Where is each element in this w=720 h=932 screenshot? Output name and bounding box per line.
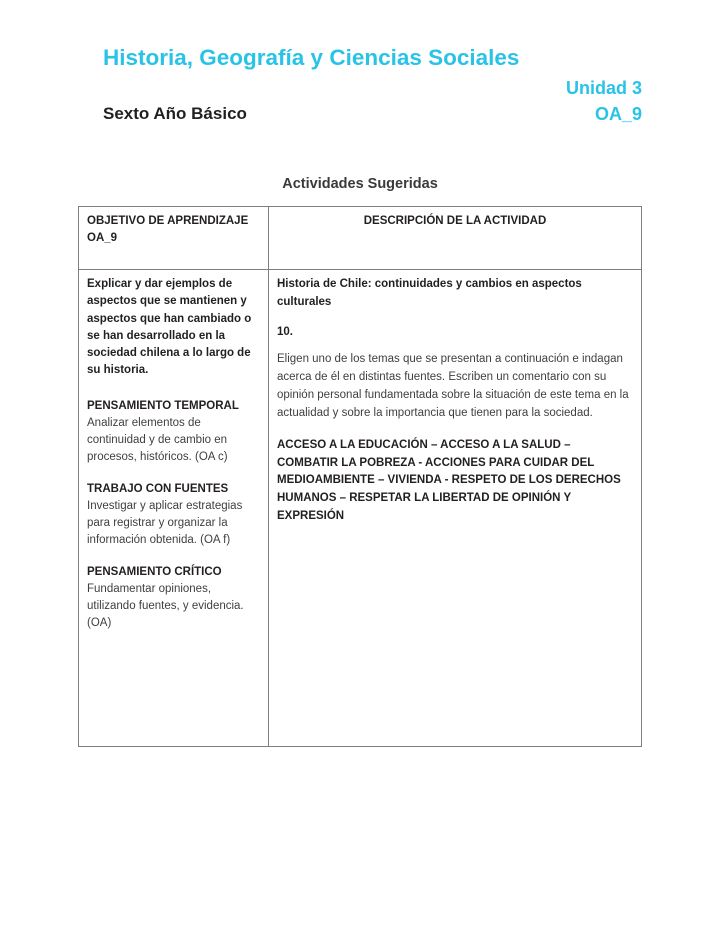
skill-description: Fundamentar opiniones, utilizando fuentes, y evidencia. (OA) (87, 582, 244, 630)
table-header-row (79, 207, 642, 270)
skill-source-work (87, 481, 260, 550)
objective-cell (79, 270, 269, 747)
skill-temporal-thinking (87, 398, 260, 467)
activity-topics: ACCESO A LA EDUCACIÓN – ACCESO A LA SALUD – COMBATIR LA POBREZA - ACCIONES PARA CUIDAR DEL MEDIOAMBIENTE – VIVIENDA - RESPETO DE LOS DERECHOS HUMANOS – RESPETAR LA LIBERTAD DE OPINIÓN Y EXPRESIÓN (277, 438, 621, 522)
oa-statement: Explicar y dar ejemplos de aspectos que se mantienen y aspectos que han cambiado o se han desarrollado en la sociedad chilena a lo largo de su historia. (87, 278, 252, 377)
document-header (78, 40, 642, 136)
skill-description: Analizar elementos de continuidad y de cambio en procesos, históricos. (OA c) (87, 416, 228, 464)
table-row (79, 270, 642, 747)
unit-label: Unidad 3 (565, 78, 642, 98)
skill-label: PENSAMIENTO CRÍTICO (87, 565, 222, 578)
column-header-objective: OBJETIVO DE APRENDIZAJE OA_9 (79, 207, 269, 270)
subject-title: Historia, Geografía y Ciencias Sociales (103, 45, 520, 70)
skill-critical-thinking (87, 564, 260, 633)
section-title: Actividades Sugeridas (282, 176, 438, 192)
skill-description: Investigar y aplicar estrategias para registrar y organizar la información obtenida. (OA f) (87, 499, 243, 547)
grade-level: Sexto Año Básico (103, 104, 247, 123)
column-header-description: DESCRIPCIÓN DE LA ACTIVIDAD (269, 207, 642, 270)
activity-number: 10. (277, 325, 293, 338)
oa-code-label: OA_9 (594, 104, 642, 124)
description-cell (269, 270, 642, 747)
skill-label: TRABAJO CON FUENTES (87, 482, 229, 495)
activities-table (78, 206, 642, 747)
activity-instructions: Eligen uno de los temas que se presentan a continuación e indagan acerca de él en distintas fuentes. Escriben un comentario con su opinión personal fundamentada sobre la situación de este tema en la actualidad y sobre la importancia que tienen para la sociedad. (277, 353, 629, 419)
activity-title: Historia de Chile: continuidades y cambios en aspectos culturales (277, 278, 582, 308)
skill-label: PENSAMIENTO TEMPORAL (87, 399, 239, 412)
